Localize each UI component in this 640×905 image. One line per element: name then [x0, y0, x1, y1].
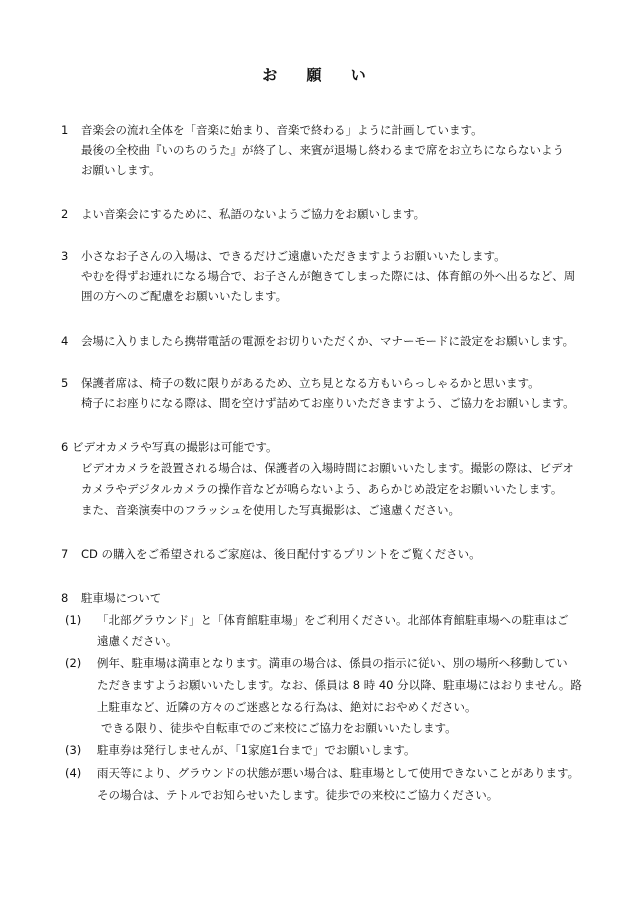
item-text-line: また、音楽演奏中のフラッシュを使用した写真撮影は、ご遠慮ください。 — [81, 503, 461, 517]
item-text-line: 会場に入りましたら携帯電話の電源をお切りいただくか、マナーモードに設定をお願いします。 — [81, 334, 575, 348]
item-number: 6 — [61, 440, 69, 454]
item-text-line: 保護者席は、椅子の数に限りがあるため、立ち見となる方もいらっしゃるかと思います。 — [81, 376, 540, 390]
item-heading: 駐車場について — [81, 591, 162, 605]
item-text-line: 囲の方へのご配慮をお願いいたします。 — [81, 289, 288, 303]
subitem-text-line: 駐車券は発行しませんが、「1家庭1台まで」でお願いします。 — [97, 743, 416, 757]
item-text-line: CD の購入をご希望されるご家庭は、後日配付するプリントをご覧ください。 — [81, 547, 481, 561]
subitem-number: (3) — [65, 743, 82, 757]
item-number: 5 — [61, 376, 69, 390]
subitem-text-line: できる限り、徒歩や自転車でのご来校にご協力をお願いいたします。 — [101, 721, 457, 735]
subitem-text-line: 雨天等により、グラウンドの状態が悪い場合は、駐車場として使用できないことがあります。 — [97, 766, 580, 780]
subitem-text-line: ただきますようお願いいたします。なお、係員は 8 時 40 分以降、駐車場にはおりません。路 — [97, 678, 582, 692]
item-number: 1 — [61, 123, 69, 137]
item-text-line: 椅子にお座りになる際は、間を空けず詰めてお座りいただきますよう、ご協力をお願いします。 — [81, 396, 575, 410]
subitem-text-line: 例年、駐車場は満車となります。満車の場合は、係員の指示に従い、別の場所へ移動してい — [97, 656, 568, 670]
item-text-line: よい音楽会にするために、私語のないようご協力をお願いします。 — [81, 207, 426, 221]
item-text-line: ビデオカメラや写真の撮影は可能です。 — [72, 440, 278, 454]
item-text-line: 最後の全校曲『いのちのうた』が終了し、来賓が退場し終わるまで席をお立ちにならないよう — [81, 143, 564, 157]
item-number: 2 — [61, 207, 69, 221]
item-number: 7 — [61, 547, 69, 561]
subitem-text-line: 上駐車など、近隣の方々のご迷惑となる行為は、絶対におやめください。 — [97, 700, 477, 714]
item-number: 4 — [61, 334, 69, 348]
page-title: お 願 い — [262, 66, 378, 84]
item-text-line: 小さなお子さんの入場は、できるだけご遠慮いただきますようお願いいたします。 — [81, 249, 506, 263]
item-text-line: やむを得ずお連れになる場合で、お子さんが飽きてしまった際には、体育館の外へ出るなど、周 — [81, 269, 576, 283]
subitem-text-line: 遠慮ください。 — [97, 634, 178, 648]
item-text-line: カメラやデジタルカメラの操作音などが鳴らないよう、あらかじめ設定をお願いいたします。 — [81, 482, 563, 496]
subitem-text-line: その場合は、テトルでお知らせいたします。徒歩での来校にご協力ください。 — [97, 788, 499, 802]
item-number: 8 — [61, 591, 69, 605]
item-text-line: ビデオカメラを設置される場合は、保護者の入場時間にお願いいたします。撮影の際は、ビデオ — [81, 461, 574, 475]
subitem-number: (4) — [65, 766, 82, 780]
subitem-number: (1) — [65, 613, 82, 627]
subitem-number: (2) — [65, 656, 82, 670]
item-text-line: お願いします。 — [81, 163, 161, 177]
subitem-text-line: 「北部グラウンド」と「体育館駐車場」をご利用ください。北部体育館駐車場への駐車はご — [97, 613, 569, 627]
item-text-line: 音楽会の流れ全体を「音楽に始まり、音楽で終わる」ように計画しています。 — [81, 123, 483, 137]
item-number: 3 — [61, 249, 69, 263]
